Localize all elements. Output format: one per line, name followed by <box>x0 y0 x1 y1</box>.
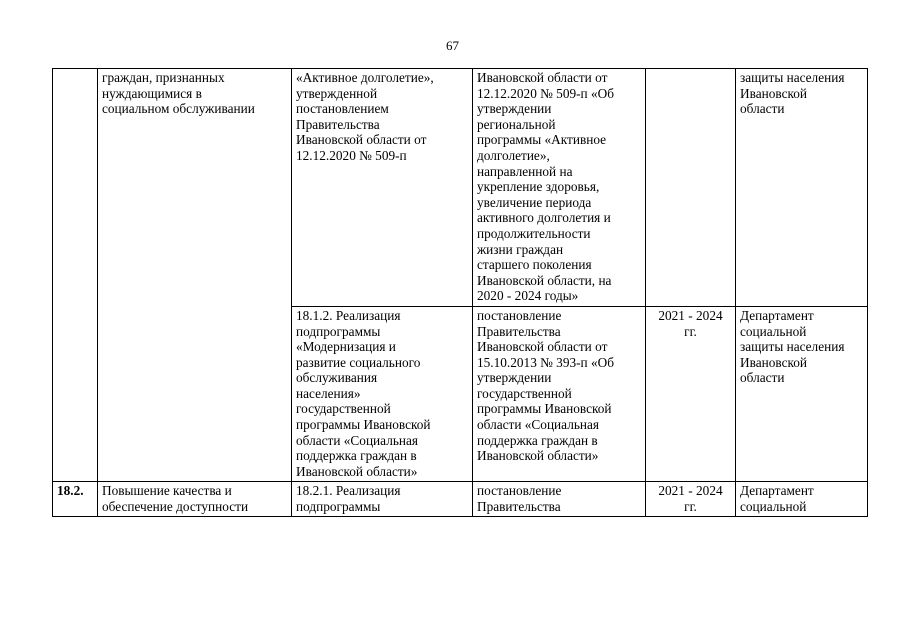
task-text: обеспечение доступности <box>102 499 249 515</box>
measure-cell <box>292 306 473 482</box>
responsible-text: защиты населения <box>740 70 845 85</box>
responsible-text: Ивановской <box>740 354 808 370</box>
document-text: Ивановской области от <box>477 339 608 355</box>
page-number: 67 <box>446 38 459 53</box>
row-number: 18.2. <box>57 483 84 499</box>
document-text: 12.12.2020 № 509-п «Об <box>477 85 615 101</box>
document-text: увеличение периода <box>477 194 592 210</box>
responsible-text: социальной <box>740 323 807 339</box>
document-text: направленной на <box>477 163 573 179</box>
responsible-cell <box>736 306 868 482</box>
responsible-text: Ивановской <box>740 85 808 101</box>
measure-text: Ивановской области от <box>296 132 427 148</box>
measure-text: «Активное долголетие», <box>296 70 434 85</box>
measure-cell <box>292 69 473 307</box>
responsible-text: области <box>740 101 785 117</box>
measure-text: подпрограммы <box>296 499 381 515</box>
task-cell <box>98 69 292 482</box>
measure-text: Правительства <box>296 116 380 132</box>
measure-text: населения» <box>296 385 361 401</box>
document-cell <box>473 482 646 517</box>
document-cell <box>473 306 646 482</box>
document-text: Ивановской области, на <box>477 272 612 288</box>
document-text: региональной <box>477 116 556 132</box>
document-text: утверждении <box>477 101 552 117</box>
table-row <box>53 69 868 307</box>
measure-text: программы Ивановской <box>296 417 431 433</box>
task-text: граждан, признанных <box>102 70 225 85</box>
period-text: гг. <box>684 499 697 515</box>
document-text: продолжительности <box>477 225 591 241</box>
document-text: Ивановской области от <box>477 70 608 85</box>
row-number-cell <box>53 69 98 482</box>
responsible-cell <box>736 69 868 307</box>
task-text: нуждающимися в <box>102 85 202 101</box>
measure-text: 12.12.2020 № 509-п <box>296 147 407 163</box>
document-cell <box>473 69 646 307</box>
document-text: программы Ивановской <box>477 401 612 417</box>
responsible-text: социальной <box>740 499 807 515</box>
document-text: Правительства <box>477 323 561 339</box>
row-number-cell <box>53 482 98 517</box>
document-text: постановление <box>477 483 562 499</box>
document-text: жизни граждан <box>477 241 564 257</box>
measure-text: обслуживания <box>296 370 378 386</box>
document-text: Ивановской области» <box>477 448 599 464</box>
document-text: активного долголетия и <box>477 210 611 226</box>
measure-text: 18.1.2. Реализация <box>296 307 401 323</box>
period-text: 2021 - 2024 <box>658 483 723 499</box>
task-cell <box>98 482 292 517</box>
measure-text: подпрограммы <box>296 323 381 339</box>
document-text: утверждении <box>477 370 552 386</box>
document-text: программы «Активное <box>477 132 607 148</box>
table-row <box>53 482 868 517</box>
measure-text: поддержка граждан в <box>296 448 417 464</box>
document-text: области «Социальная <box>477 417 600 433</box>
responsible-text: Департамент <box>740 483 814 499</box>
period-cell <box>646 69 736 307</box>
period-text: гг. <box>684 323 697 339</box>
measure-text: государственной <box>296 401 391 417</box>
document-text: укрепление здоровья, <box>477 179 600 195</box>
measure-text: «Модернизация и <box>296 339 396 355</box>
task-text: социальном обслуживании <box>102 101 255 117</box>
measure-text: развитие социального <box>296 354 421 370</box>
document-text: поддержка граждан в <box>477 432 598 448</box>
document-text: Правительства <box>477 499 561 515</box>
measure-cell <box>292 482 473 517</box>
measures-table <box>52 68 868 517</box>
document-text: 15.10.2013 № 393-п «Об <box>477 354 615 370</box>
measure-text: 18.2.1. Реализация <box>296 483 401 499</box>
document-text: долголетие», <box>477 147 550 163</box>
responsible-cell <box>736 482 868 517</box>
measure-text: постановлением <box>296 101 389 117</box>
document-text: 2020 - 2024 годы» <box>477 288 579 304</box>
measure-text: утвержденной <box>296 85 378 101</box>
measure-text: области «Социальная <box>296 432 419 448</box>
document-text: старшего поколения <box>477 257 592 273</box>
period-text: 2021 - 2024 <box>658 307 723 323</box>
responsible-text: области <box>740 370 785 386</box>
document-text: постановление <box>477 307 562 323</box>
measure-text: Ивановской области» <box>296 463 418 479</box>
responsible-text: Департамент <box>740 307 814 323</box>
task-text: Повышение качества и <box>102 483 232 499</box>
period-cell <box>646 482 736 517</box>
document-text: государственной <box>477 385 572 401</box>
period-cell <box>646 306 736 482</box>
responsible-text: защиты населения <box>740 339 845 355</box>
